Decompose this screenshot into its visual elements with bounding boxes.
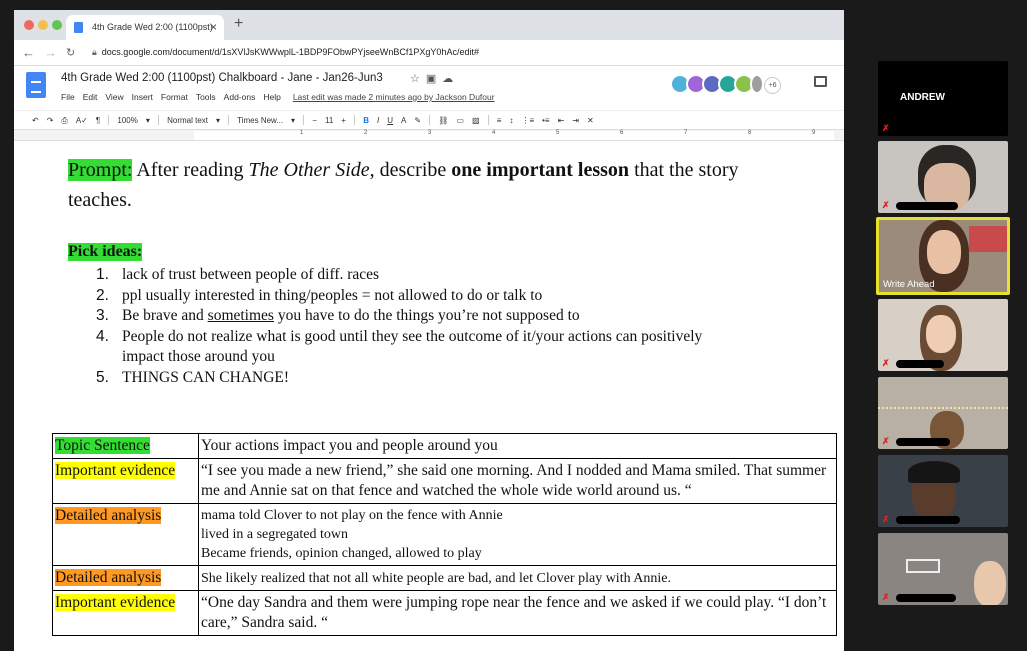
table-cell[interactable] [199, 566, 837, 591]
list-number: 1. [96, 266, 109, 283]
bold-icon[interactable]: B [363, 116, 369, 125]
list-item [96, 368, 736, 389]
maximize-window-button[interactable] [52, 20, 62, 30]
cloud-status-icon[interactable]: ☁ [442, 73, 460, 85]
table-cell[interactable] [199, 434, 837, 459]
participant-tile[interactable] [878, 61, 1008, 136]
undo-icon[interactable]: ↶ [32, 116, 39, 125]
table-cell[interactable] [199, 591, 837, 636]
ruler[interactable] [14, 130, 844, 141]
ruler-number: 7 [684, 130, 688, 136]
row-text: Became friends, opinion changed, allowed to play [201, 546, 482, 561]
star-icon[interactable]: ☆ [410, 73, 426, 85]
print-icon[interactable]: ⎙ [61, 116, 68, 125]
zoom-gallery [866, 57, 1016, 651]
increase-size-icon[interactable]: + [341, 116, 346, 125]
list-text-underlined: sometimes [207, 307, 274, 324]
formatting-toolbar [14, 110, 844, 130]
redaction [896, 594, 956, 602]
table-cell[interactable] [53, 591, 199, 636]
menu-edit[interactable]: Edit [82, 92, 98, 102]
decrease-size-icon[interactable]: − [312, 116, 317, 125]
table-row [53, 459, 837, 504]
table-cell[interactable] [199, 504, 837, 566]
list-number: 4. [96, 327, 109, 345]
ruler-number: 3 [428, 130, 432, 136]
muted-mic-icon: ✗ [882, 200, 890, 210]
ruler-number: 9 [812, 130, 816, 136]
row-text: “I see you made a new friend,” she said one morning. And I nodded and Mama smiled. That summer me and Annie sat on that fence and watched the whole wide world around us. “ [201, 462, 827, 499]
ruler-number: 5 [556, 130, 560, 136]
row-label: Detailed analysis [55, 569, 162, 586]
menu-format[interactable]: Format [160, 92, 188, 102]
document-body[interactable] [14, 151, 844, 651]
avatar[interactable] [750, 74, 764, 94]
list-number: 5. [96, 368, 109, 386]
redaction [896, 360, 944, 368]
table-cell[interactable] [53, 504, 199, 566]
move-folder-icon[interactable]: ▣ [425, 73, 443, 85]
paint-format-icon[interactable]: ¶ [95, 116, 101, 125]
align-icon[interactable]: ≡ [496, 116, 502, 125]
participant-video [974, 561, 1006, 605]
participant-tile[interactable] [878, 377, 1008, 449]
browser-tab[interactable] [66, 15, 224, 40]
participant-video [908, 461, 960, 483]
menu-file[interactable]: File [61, 92, 75, 102]
list-text: Be brave and [122, 307, 204, 324]
redaction [896, 438, 950, 446]
chevron-down-icon: ▾ [291, 116, 296, 125]
row-text: “One day Sandra and them were jumping rope near the fence and we asked if we could play. “I don’t care,” Sandra said. “ [201, 594, 827, 631]
link-icon[interactable]: ⛓ [438, 116, 449, 125]
muted-mic-icon: ✗ [882, 123, 890, 133]
close-tab-icon[interactable]: × [209, 20, 217, 34]
ruler-number: 8 [748, 130, 752, 136]
url-field[interactable] [92, 47, 479, 58]
back-arrow-icon[interactable]: ← [22, 45, 35, 60]
tab-bar [14, 10, 844, 40]
prompt-bold: one important lesson [451, 159, 630, 181]
table-cell[interactable] [53, 459, 199, 504]
redo-icon[interactable]: ↷ [46, 116, 54, 125]
list-item [96, 265, 736, 286]
comment-history-icon[interactable] [814, 76, 827, 87]
row-text: mama told Clover to not play on the fence with Annie [201, 508, 503, 523]
minimize-window-button[interactable] [38, 20, 48, 30]
list-item [96, 286, 736, 307]
table-cell[interactable] [53, 566, 199, 591]
new-tab-button[interactable]: + [234, 15, 244, 32]
redaction [896, 516, 960, 524]
string-lights [878, 407, 1008, 409]
muted-mic-icon: ✗ [882, 358, 890, 368]
participant-tile-active-speaker[interactable] [876, 217, 1010, 295]
last-edit-link[interactable]: Last edit was made 2 minutes ago by Jackson Dufour [292, 92, 495, 102]
menu-addons[interactable]: Add-ons [223, 92, 256, 102]
list-text: THINGS CAN CHANGE! [122, 368, 290, 386]
menu-insert[interactable]: Insert [131, 92, 153, 102]
redaction [896, 202, 958, 210]
url-text: docs.google.com/document/d/1sXVlJsKWWwplL-1BDP9FObwPYjseeWnBCf1PXgY0hAc/edit# [101, 47, 479, 57]
muted-mic-icon: ✗ [882, 592, 890, 602]
menu-view[interactable]: View [105, 92, 124, 102]
image-icon[interactable]: ▨ [471, 116, 480, 125]
row-label: Important evidence [55, 594, 176, 611]
chevron-down-icon: ▾ [145, 116, 150, 125]
address-bar [14, 40, 844, 66]
row-text: She likely realized that not all white people are bad, and let Clover play with Annie. [201, 571, 672, 586]
paragraph-organizer-table [52, 433, 837, 636]
participant-video [926, 315, 956, 353]
highlight-icon[interactable]: ✎ [414, 116, 422, 125]
list-text: you have to do the things you’re not supposed to [277, 307, 580, 324]
text-color-icon[interactable]: A [400, 116, 407, 125]
indent-decrease-icon[interactable]: ⇤ [557, 116, 565, 125]
ruler-number: 6 [620, 130, 624, 136]
list-item [96, 306, 736, 327]
list-number: 2. [96, 286, 109, 304]
pick-ideas-heading: Pick ideas: [68, 243, 143, 260]
row-label: Topic Sentence [55, 437, 150, 454]
participant-tile[interactable] [878, 299, 1008, 371]
ruler-number: 4 [492, 130, 496, 136]
title-actions [410, 72, 459, 85]
prompt-paragraph [68, 155, 768, 215]
docs-favicon-icon [74, 22, 83, 33]
indent-increase-icon[interactable]: ⇥ [572, 116, 579, 125]
participant-tile[interactable] [878, 141, 1008, 213]
redaction [960, 95, 988, 103]
table-row [53, 591, 837, 636]
participant-name: Write Ahead [883, 279, 935, 290]
muted-mic-icon: ✗ [882, 436, 890, 446]
row-label: Detailed analysis [55, 507, 162, 524]
list-text: People do not realize what is good until they see the outcome of it/your actions can positively impact those around you [122, 327, 703, 365]
participant-video [927, 230, 961, 274]
table-row [53, 434, 837, 459]
ruler-number: 2 [364, 130, 368, 136]
spellcheck-icon[interactable]: A✓ [75, 116, 88, 125]
line-spacing-icon[interactable]: ↕ [509, 116, 514, 125]
row-label: Important evidence [55, 462, 176, 479]
lock-icon: 🔒︎ [92, 47, 97, 57]
participant-tile[interactable] [878, 455, 1008, 527]
table-cell[interactable] [199, 459, 837, 504]
numbered-list-icon[interactable]: ⋮≡ [521, 116, 535, 125]
list-text: lack of trust between people of diff. races [122, 266, 380, 283]
style-select[interactable]: Normal text [167, 116, 209, 125]
table-cell[interactable] [53, 434, 199, 459]
row-text: lived in a segregated town [201, 527, 348, 542]
prompt-text: , describe [369, 159, 447, 181]
list-item [96, 327, 736, 368]
zoom-select[interactable]: 100% [117, 116, 138, 125]
clear-formatting-icon[interactable]: ✕ [587, 116, 594, 125]
background-window [906, 559, 940, 573]
prompt-text: that the story teaches. [68, 159, 739, 211]
table-row [53, 566, 837, 591]
google-docs-logo-icon[interactable] [26, 72, 46, 98]
ruler-number: 1 [300, 130, 304, 136]
underline-icon[interactable]: U [387, 116, 393, 125]
muted-mic-icon: ✗ [882, 514, 890, 524]
italic-icon[interactable]: I [376, 116, 380, 125]
comment-icon[interactable]: ▭ [456, 116, 464, 125]
forward-arrow-icon[interactable]: → [44, 45, 57, 60]
prompt-text: After reading [136, 159, 244, 181]
menu-bar [61, 92, 503, 102]
menu-tools[interactable]: Tools [195, 92, 216, 102]
docs-header [14, 66, 844, 110]
bullet-list-icon[interactable]: •≡ [542, 116, 550, 125]
tab-title: 4th Grade Wed 2:00 (1100pst) [92, 22, 213, 32]
close-window-button[interactable] [24, 20, 34, 30]
more-collaborators-badge[interactable]: +6 [764, 77, 781, 94]
font-select[interactable]: Times New... [237, 116, 284, 125]
reload-icon[interactable]: ↻ [66, 47, 76, 59]
prompt-label: Prompt: [68, 159, 133, 181]
table-row [53, 504, 837, 566]
background-poster [969, 226, 1007, 252]
menu-help[interactable]: Help [263, 92, 281, 102]
ideas-list [96, 265, 736, 388]
font-size-field[interactable]: 11 [324, 116, 334, 125]
list-text: ppl usually interested in thing/peoples = not allowed to do or talk to [122, 286, 543, 304]
document-title[interactable]: 4th Grade Wed 2:00 (1100pst) Chalkboard - Jane - Jan26-Jun3 [61, 72, 383, 84]
browser-window [14, 10, 844, 651]
participant-tile[interactable] [878, 533, 1008, 605]
book-title: The Other Side [248, 159, 370, 181]
chevron-down-icon: ▾ [216, 116, 221, 125]
participant-name: ANDREW [900, 92, 945, 103]
list-number: 3. [96, 307, 109, 324]
row-text: Your actions impact you and people around you [201, 437, 498, 454]
